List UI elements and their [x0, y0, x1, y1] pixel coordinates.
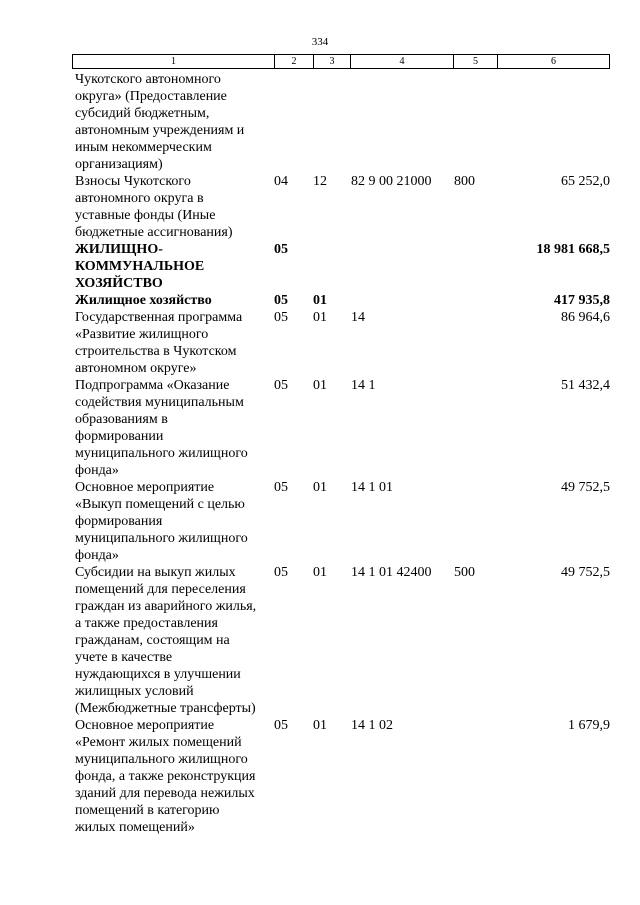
- row-amount: 86 964,6: [561, 310, 610, 325]
- row-target-code: 14 1 01 42400: [351, 565, 432, 580]
- row-target-code: 82 9 00 21000: [351, 174, 432, 189]
- table-row: [0, 564, 640, 717]
- row-section: 05: [274, 480, 288, 495]
- row-name: ЖИЛИЩНО- КОММУНАЛЬНОЕ ХОЗЯЙСТВО: [75, 242, 205, 291]
- row-amount: 18 981 668,5: [536, 242, 610, 257]
- header-col-6: 6: [551, 56, 556, 67]
- table-row: [0, 292, 640, 309]
- row-expense-type: 500: [454, 565, 475, 580]
- row-amount: 417 935,8: [554, 293, 610, 308]
- row-subsection: 01: [313, 480, 327, 495]
- row-section: 05: [274, 310, 288, 325]
- row-name: Жилищное хозяйство: [75, 293, 212, 308]
- row-name: Чукотского автономного округа» (Предоставление субсидий бюджетным, автономным учреждениям и иным некоммерческим организациям): [75, 72, 245, 172]
- table-row: [0, 173, 640, 241]
- row-name: Основное мероприятие «Ремонт жилых помещений муниципального жилищного фонда, а также реконструкция зданий для перевода нежилых помещений в категорию жилых помещений»: [75, 718, 256, 835]
- row-name: Субсидии на выкуп жилых помещений для переселения граждан из аварийного жилья, а также предоставления гражданам, состоящим на учете в качестве нуждающихся в улучшении жилищных условий (Межбюджетные трансферты): [75, 565, 257, 716]
- row-target-code: 14 1 02: [351, 718, 393, 733]
- row-name: Основное мероприятие «Выкуп помещений с целью формирования муниципального жилищного фонда»: [75, 480, 248, 563]
- row-expense-type: 800: [454, 174, 475, 189]
- row-name: Взносы Чукотского автономного округа в уставные фонды (Иные бюджетные ассигнования): [75, 174, 233, 240]
- row-section: 05: [274, 718, 288, 733]
- row-target-code: 14 1 01: [351, 480, 393, 495]
- header-col-1: 1: [73, 55, 275, 68]
- header-col-2: 2: [275, 55, 314, 68]
- header-col-3: 3: [314, 55, 351, 68]
- table-row: [0, 717, 640, 836]
- row-subsection: 01: [313, 565, 327, 580]
- table-row: [0, 377, 640, 479]
- table-header: [72, 54, 610, 69]
- row-section: 05: [274, 242, 288, 257]
- row-subsection: 01: [313, 378, 327, 393]
- row-section: 05: [274, 565, 288, 580]
- row-name: Государственная программа «Развитие жилищного строительства в Чукотском автономном округе»: [75, 310, 243, 376]
- row-name: Подпрограмма «Оказание содействия муниципальным образованиям в формировании муниципального жилищного фонда»: [75, 378, 248, 478]
- row-subsection: 12: [313, 174, 327, 189]
- table-row: [0, 71, 640, 173]
- row-subsection: 01: [313, 718, 327, 733]
- table-row: [0, 309, 640, 377]
- row-section: 05: [274, 378, 288, 393]
- header-col-4: 4: [351, 55, 454, 68]
- row-target-code: 14: [351, 310, 365, 325]
- row-amount: 1 679,9: [568, 718, 610, 733]
- row-subsection: 01: [313, 310, 327, 325]
- table-row: [0, 479, 640, 564]
- table-row: [0, 241, 640, 292]
- row-section: 05: [274, 293, 288, 308]
- table-body: [0, 71, 640, 836]
- row-amount: 51 432,4: [561, 378, 610, 393]
- row-target-code: 14 1: [351, 378, 376, 393]
- row-section: 04: [274, 174, 288, 189]
- row-amount: 49 752,5: [561, 480, 610, 495]
- row-amount: 65 252,0: [561, 174, 610, 189]
- header-col-5: 5: [454, 55, 498, 68]
- page-number: 334: [311, 36, 329, 48]
- row-subsection: 01: [313, 293, 327, 308]
- row-amount: 49 752,5: [561, 565, 610, 580]
